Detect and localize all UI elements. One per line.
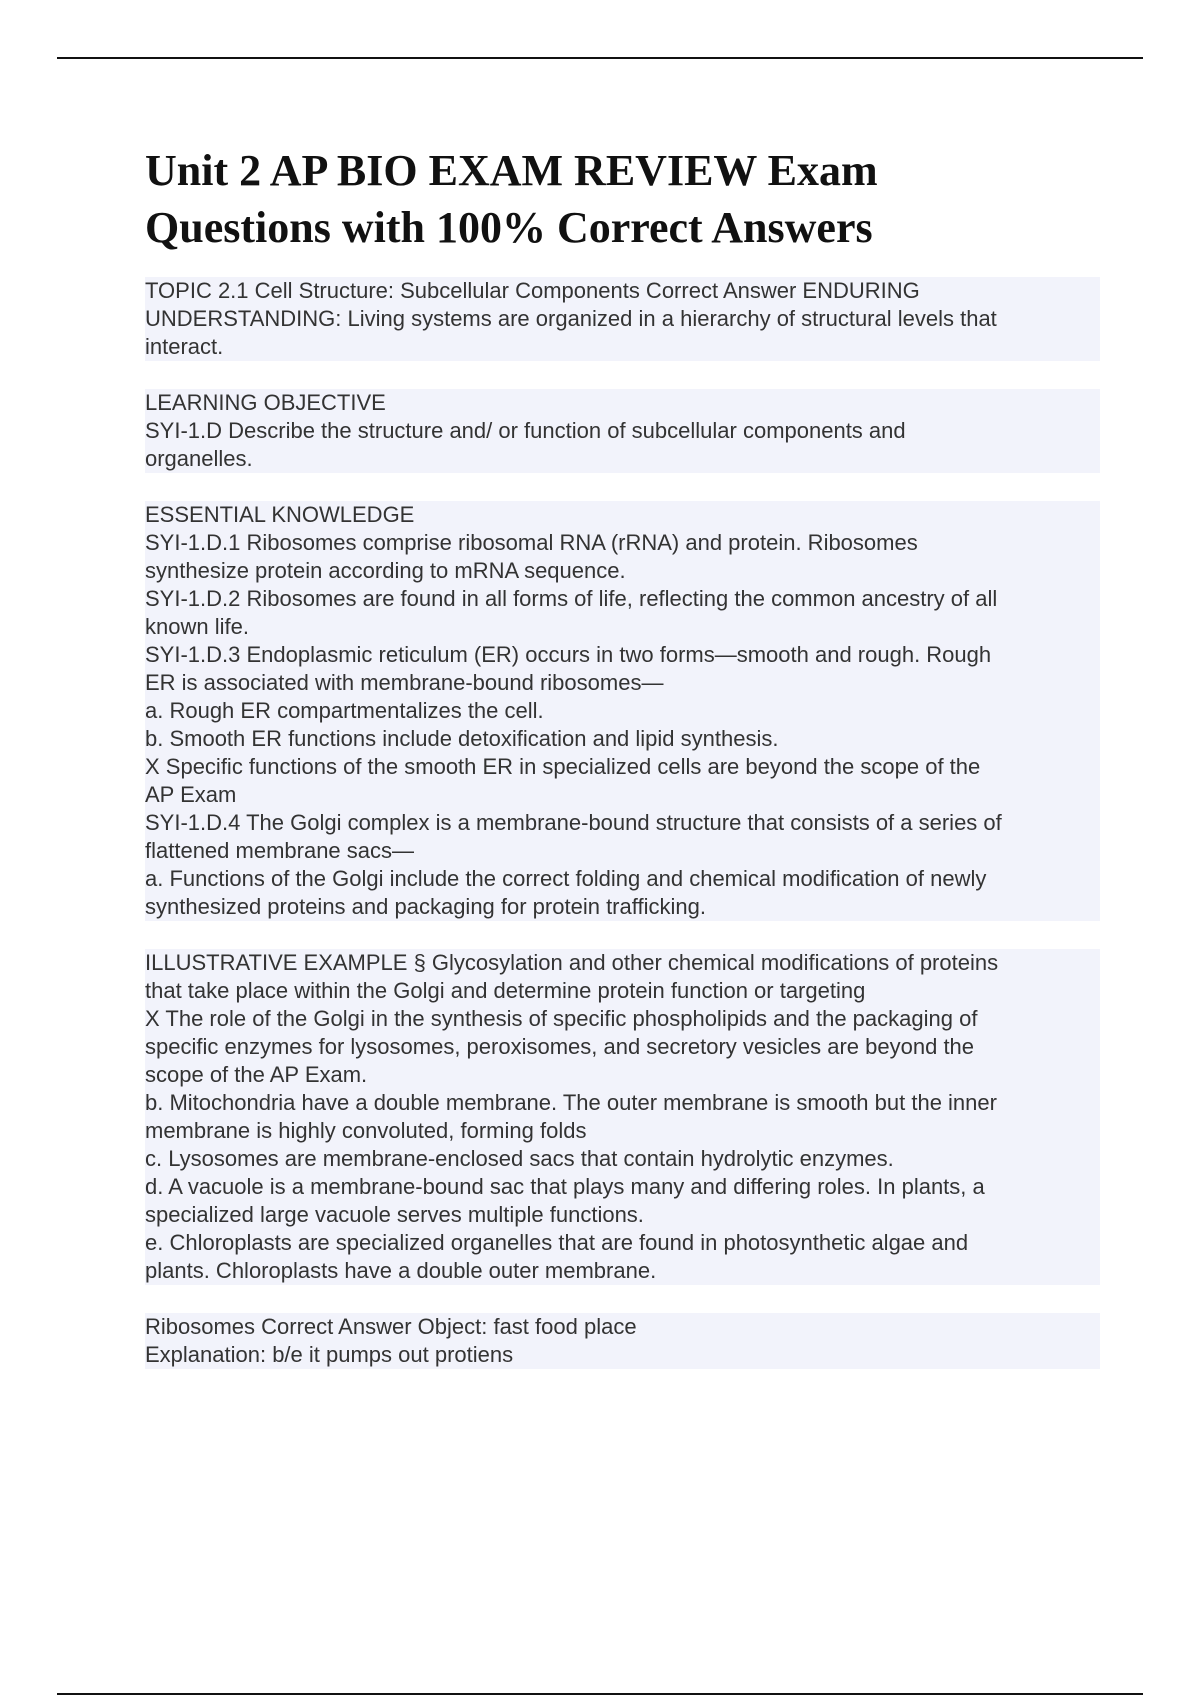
text-line: plants. Chloroplasts have a double outer membrane. [145, 1257, 1100, 1285]
top-rule [57, 57, 1143, 59]
text-line: SYI-1.D.4 The Golgi complex is a membrane-bound structure that consists of a series of [145, 809, 1100, 837]
text-line: specialized large vacuole serves multiple functions. [145, 1201, 1100, 1229]
text-line: flattened membrane sacs— [145, 837, 1100, 865]
text-line: synthesize protein according to mRNA sequence. [145, 557, 1100, 585]
text-line: b. Mitochondria have a double membrane. The outer membrane is smooth but the inner [145, 1089, 1100, 1117]
text-line: ESSENTIAL KNOWLEDGE [145, 501, 1100, 529]
text-line: X Specific functions of the smooth ER in specialized cells are beyond the scope of the [145, 753, 1100, 781]
title-line: Unit 2 AP BIO EXAM REVIEW Exam [145, 146, 878, 195]
title-line: Questions with 100% Correct Answers [145, 203, 873, 252]
document-title [145, 142, 1100, 256]
text-line: c. Lysosomes are membrane-enclosed sacs that contain hydrolytic enzymes. [145, 1145, 1100, 1173]
text-line: SYI-1.D.3 Endoplasmic reticulum (ER) occurs in two forms—smooth and rough. Rough [145, 641, 1100, 669]
text-line: UNDERSTANDING: Living systems are organized in a hierarchy of structural levels that [145, 305, 1100, 333]
text-line: SYI-1.D.2 Ribosomes are found in all forms of life, reflecting the common ancestry of all [145, 585, 1100, 613]
text-line: AP Exam [145, 781, 1100, 809]
paragraph-learning-objective [145, 389, 1100, 473]
text-line: ILLUSTRATIVE EXAMPLE § Glycosylation and other chemical modifications of proteins [145, 949, 1100, 977]
text-line: scope of the AP Exam. [145, 1061, 1100, 1089]
text-line: b. Smooth ER functions include detoxification and lipid synthesis. [145, 725, 1100, 753]
text-line: ER is associated with membrane-bound ribosomes— [145, 669, 1100, 697]
text-line: membrane is highly convoluted, forming folds [145, 1117, 1100, 1145]
text-line: interact. [145, 333, 1100, 361]
paragraph-essential-knowledge [145, 501, 1100, 921]
text-line: d. A vacuole is a membrane-bound sac that plays many and differing roles. In plants, a [145, 1173, 1100, 1201]
paragraph-illustrative-example [145, 949, 1100, 1285]
document-body [145, 142, 1100, 1397]
text-line: X The role of the Golgi in the synthesis of specific phospholipids and the packaging of [145, 1005, 1100, 1033]
paragraph-topic [145, 277, 1100, 361]
text-line: Ribosomes Correct Answer Object: fast food place [145, 1313, 1100, 1341]
text-line: a. Rough ER compartmentalizes the cell. [145, 697, 1100, 725]
paragraph-ribosomes-answer [145, 1313, 1100, 1369]
text-line: organelles. [145, 445, 1100, 473]
text-line: LEARNING OBJECTIVE [145, 389, 1100, 417]
text-line: SYI-1.D.1 Ribosomes comprise ribosomal RNA (rRNA) and protein. Ribosomes [145, 529, 1100, 557]
text-line: specific enzymes for lysosomes, peroxisomes, and secretory vesicles are beyond the [145, 1033, 1100, 1061]
text-line: SYI-1.D Describe the structure and/ or function of subcellular components and [145, 417, 1100, 445]
text-line: e. Chloroplasts are specialized organelles that are found in photosynthetic algae and [145, 1229, 1100, 1257]
text-line: a. Functions of the Golgi include the correct folding and chemical modification of newly [145, 865, 1100, 893]
text-line: Explanation: b/e it pumps out protiens [145, 1341, 1100, 1369]
text-line: known life. [145, 613, 1100, 641]
bottom-rule [57, 1693, 1143, 1695]
text-line: that take place within the Golgi and determine protein function or targeting [145, 977, 1100, 1005]
text-line: synthesized proteins and packaging for protein trafficking. [145, 893, 1100, 921]
text-line: TOPIC 2.1 Cell Structure: Subcellular Components Correct Answer ENDURING [145, 277, 1100, 305]
